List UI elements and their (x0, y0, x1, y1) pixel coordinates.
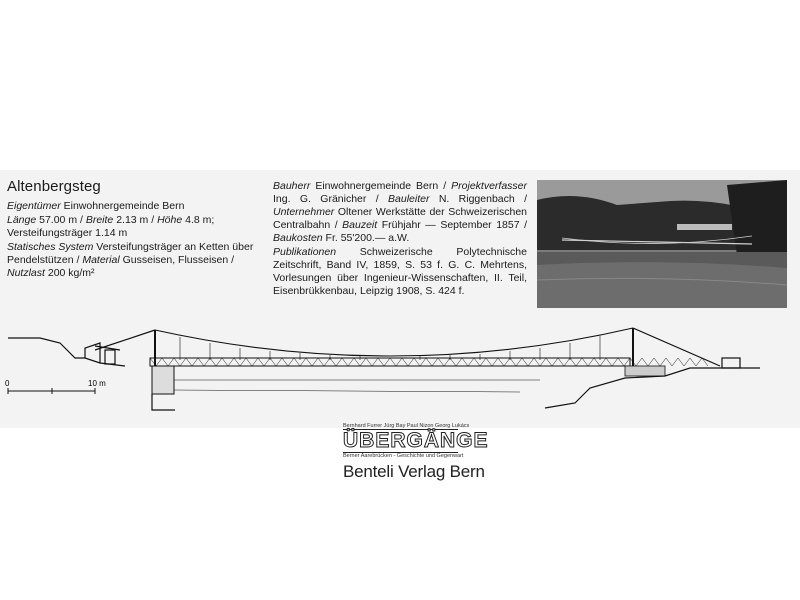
dimensions-line: Länge 57.00 m / Breite 2.13 m / Höhe 4.8 m; Versteifungsträger 1.14 m (7, 214, 215, 239)
material-value: Gusseisen, Flusseisen (122, 254, 229, 266)
bridge-title: Altenbergsteg (7, 178, 101, 195)
book-subtitle: Berner Aarebrücken - Geschichte und Gegenwart (343, 453, 464, 459)
bridge-elevation-drawing (0, 318, 800, 413)
publications-value: Schweizerische Polytechnische Zeitschrift, Band IV, 1859, S. 53 f. G. C. Mehrtens, Vorlesungen über Ingenieur-Wissenschaften, II. Teil, Eisenbrükkenbau, Leipzig 1908, S. 424 f. (273, 246, 527, 297)
book-title-logo: ÜBERGÄNGE (343, 429, 489, 452)
time-value: Frühjahr — September 1857 (381, 219, 520, 231)
height-value: 4.8 m; (185, 214, 215, 226)
owner-line (7, 200, 269, 213)
left-abutment (152, 366, 174, 394)
owner-label: Eigentümer (7, 200, 61, 212)
scale-end-label: 10 m (88, 379, 106, 388)
width-value: 2.13 m (116, 214, 149, 226)
contractor-label: Unternehmer (273, 206, 335, 218)
contractor-value: Oltener Werkstätte der Schweizerischen Centralbahn (273, 206, 528, 231)
bridge-photo (537, 180, 787, 308)
authors-line: Bernhard Furrer Jürg Bay Paul Nizon Georg Lukács (343, 423, 470, 429)
length-label: Länge (7, 214, 37, 226)
stiffening-girder (150, 358, 630, 366)
designer-value: Ing. G. Gränicher (273, 193, 367, 205)
height-label: Höhe (157, 214, 183, 226)
system-value: Versteifungsträger an Ketten über Pendelstützen (7, 241, 254, 266)
site-label: Bauleiter (388, 193, 430, 205)
system-label: Statisches System (7, 241, 94, 253)
bridge-facts (7, 200, 269, 281)
client-value: Einwohnergemeinde Bern (315, 180, 439, 192)
bridge-photo-image (537, 180, 787, 308)
credits-line: Bauherr Einwohnergemeinde Bern / Projektverfasser Ing. G. Gränicher / Bauleiter N. Riggenbach / Unternehmer Oltener Werkstätte der Schweizerischen Centralbahn / Bauzeit Frühjahr — September 1857 / Baukosten Fr. 55'200.— a.W. (273, 180, 528, 244)
left-bank-profile (8, 338, 125, 366)
publications-line (273, 246, 527, 298)
publisher-name: Benteli Verlag Bern (343, 462, 485, 481)
load-value: 200 kg/m² (47, 267, 95, 279)
book-credits (343, 423, 489, 482)
load-label: Nutzlast (7, 267, 45, 279)
publications-label: Publikationen (273, 246, 337, 258)
cost-label: Baukosten (273, 232, 323, 244)
length-value: 57.00 m (39, 214, 78, 226)
time-label: Bauzeit (342, 219, 378, 231)
construction-facts (273, 180, 527, 299)
stiffening-value: Versteifungsträger 1.14 m (7, 227, 128, 239)
material-label: Material (82, 254, 120, 266)
width-label: Breite (85, 214, 114, 226)
system-line: Statisches System Versteifungsträger an Ketten über Pendelstützen / Material Gusseisen, Flusseisen / Nutzlast 200 kg/m² (7, 241, 254, 279)
right-abutment (625, 366, 665, 376)
owner-value: Einwohnergemeinde Bern (63, 200, 185, 212)
client-label: Bauherr (273, 180, 311, 192)
cost-value: Fr. 55'200.— a.W. (325, 232, 410, 244)
site-value: N. Riggenbach (438, 193, 515, 205)
designer-label: Projektverfasser (451, 180, 527, 192)
scale-start-label: 0 (5, 379, 10, 388)
